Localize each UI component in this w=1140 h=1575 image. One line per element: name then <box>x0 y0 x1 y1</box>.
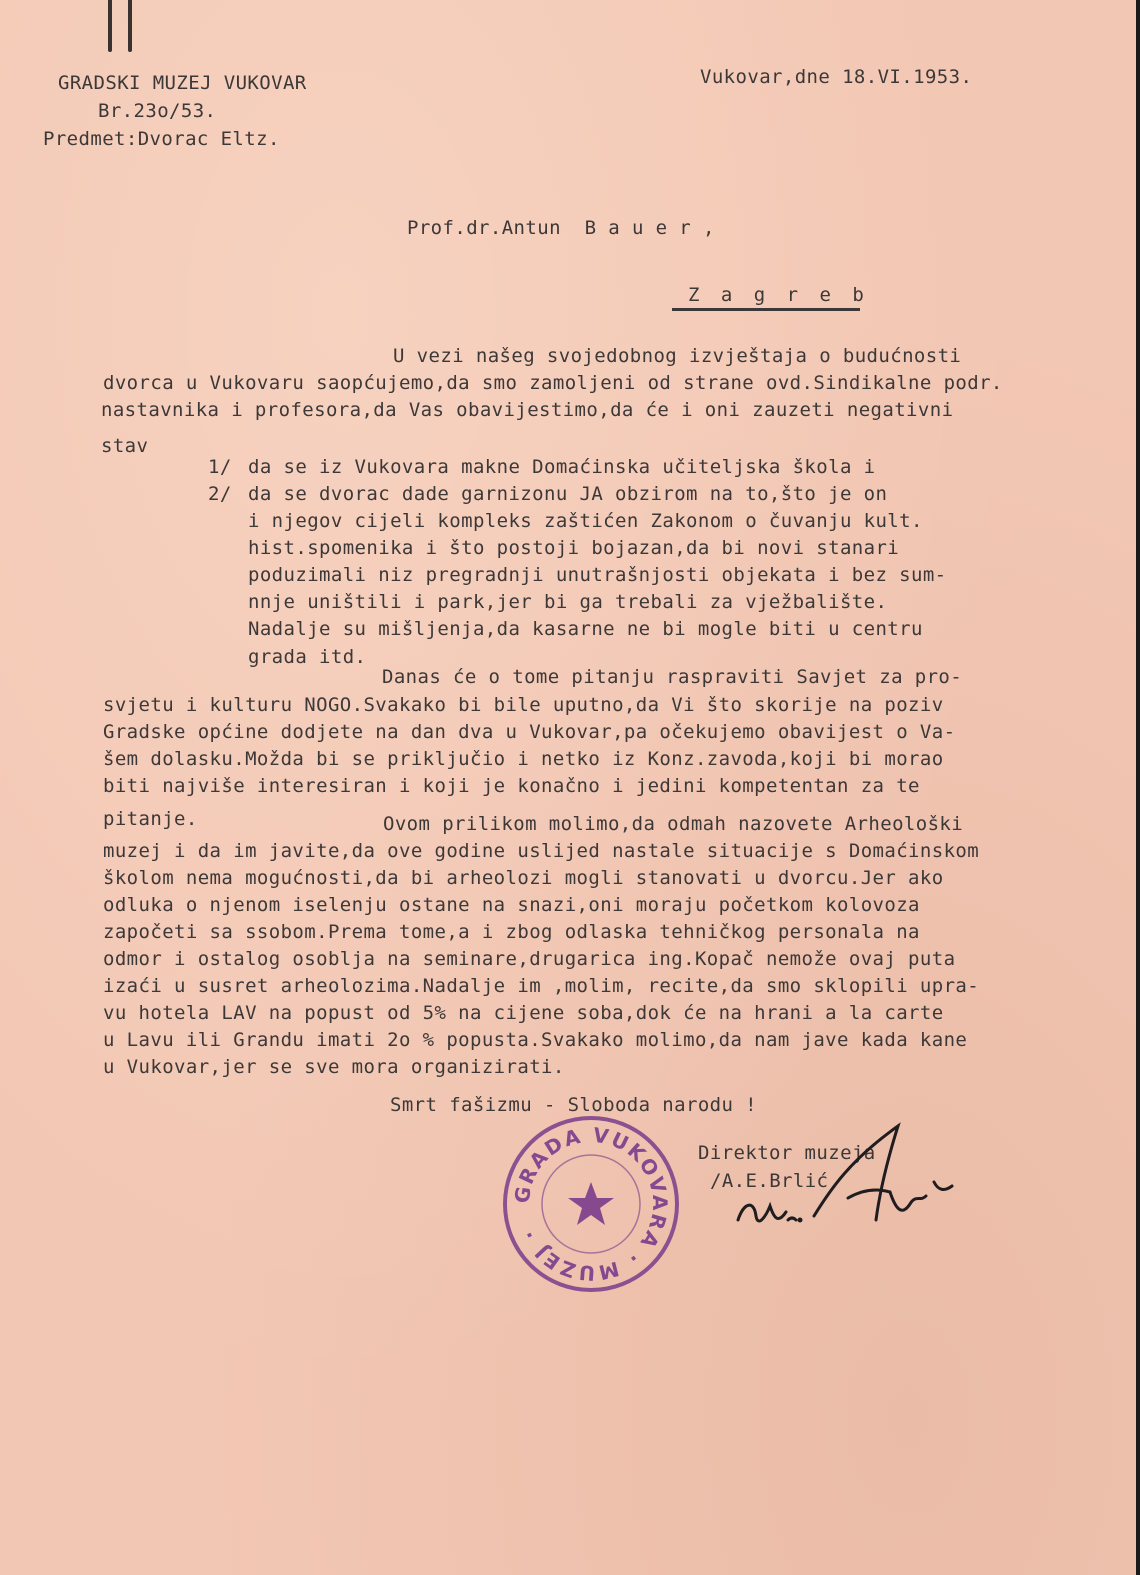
body-line: U vezi našeg svojedobnog izvještaja o budućnosti <box>393 345 962 367</box>
stamp-text: GRADA VUKOVARA · MUZEJ · <box>509 1122 673 1286</box>
body-line: Ovom prilikom molimo,da odmah nazovete Arheološki <box>383 813 964 835</box>
institution-name: GRADSKI MUZEJ VUKOVAR <box>58 72 307 94</box>
body-line: odluka o njenom iselenju ostane na snazi,oni moraju početkom kolovoza <box>103 894 920 916</box>
city-underline <box>672 308 860 311</box>
page-edge <box>1136 0 1140 1575</box>
body-line: u Vukovar,jer se sve mora organizirati. <box>103 1056 565 1078</box>
body-line: započeti sa ssobom.Prema tome,a i zbog odlaska tehničkog personala na <box>103 921 920 943</box>
body-line: muzej i da im javite,da ove godine uslijed nastale situacije s Domaćinskom <box>103 840 980 862</box>
list-item-line: poduzimali niz pregradnji unutrašnjosti objekata i bez sum- <box>248 564 947 586</box>
star-icon <box>568 1182 614 1225</box>
body-line: dvorca u Vukovaru saopćujemo,da smo zamoljeni od strane ovd.Sindikalne podr. <box>103 372 1003 394</box>
list-item-line: hist.spomenika i što postoji bojazan,da bi novi stanari <box>248 537 900 559</box>
body-line: šem dolasku.Možda bi se priključio i netko iz Konz.zavoda,koji bi morao <box>103 748 944 770</box>
body-line: stav <box>101 435 149 457</box>
body-line: odmor i ostalog osoblja na seminare,drugarica ing.Kopač nemože ovaj puta <box>103 948 956 970</box>
body-line: svjetu i kulturu NOGO.Svakako bi bile uputno,da Vi što skorije na poziv <box>103 694 944 716</box>
handwritten-signature <box>730 1120 970 1250</box>
body-line: Gradske općine dodjete na dan dva u Vukovar,pa očekujemo obavijest o Va- <box>103 721 956 743</box>
list-item-line: nnje uništili i park,jer bi ga trebali za vježbalište. <box>248 591 888 613</box>
list-item-line: da se dvorac dade garnizonu JA obzirom na to,što je on <box>248 483 888 505</box>
body-line: pitanje. <box>103 808 198 830</box>
recipient-city: Z a g r e b <box>688 284 869 306</box>
list-item-line: grada itd. <box>248 646 367 668</box>
body-line: vu hotela LAV na popust od 5% na cijene soba,dok će na hrani a la carte <box>103 1002 944 1024</box>
list-marker: 1/ <box>208 456 232 478</box>
body-line: nastavnika i profesora,da Vas obavijestimo,da će i oni zauzeti negativni <box>101 399 954 421</box>
reference-number: Br.23o/53. <box>98 100 217 122</box>
subject-line: Predmet:Dvorac Eltz. <box>43 128 280 150</box>
staple-mark <box>128 0 132 52</box>
recipient-name: Prof.dr.Antun B a u e r , <box>407 217 715 239</box>
staple-mark <box>108 0 112 52</box>
body-line: biti najviše interesiran i koji je konačno i jedini kompetentan za te <box>103 775 920 797</box>
place-date: Vukovar,dne 18.VI.1953. <box>700 66 973 88</box>
body-line: školom nema mogućnosti,da bi arheolozi mogli stanovati u dvorcu.Jer ako <box>103 867 944 889</box>
body-line: izaći u susret arheolozima.Nadalje im ,molim, recite,da smo sklopili upra- <box>103 975 980 997</box>
signatory-title: Direktor muzeja <box>698 1142 876 1164</box>
list-item-line: Nadalje su mišljenja,da kasarne ne bi mogle biti u centru <box>248 618 923 640</box>
list-item-line: da se iz Vukovara makne Domaćinska učiteljska škola i <box>248 456 876 478</box>
body-line: u Lavu ili Grandu imati 2o % popusta.Svakako molimo,da nam jave kada kane <box>103 1029 968 1051</box>
signatory-name: /A.E.Brlić <box>710 1170 829 1192</box>
museum-stamp <box>501 1114 681 1294</box>
list-marker: 2/ <box>208 483 232 505</box>
list-item-line: i njegov cijeli kompleks zaštićen Zakonom o čuvanju kult. <box>248 510 923 532</box>
body-line: Danas će o tome pitanju raspraviti Savjet za pro- <box>382 666 963 688</box>
closing-salutation: Smrt fašizmu - Sloboda narodu ! <box>390 1094 758 1116</box>
